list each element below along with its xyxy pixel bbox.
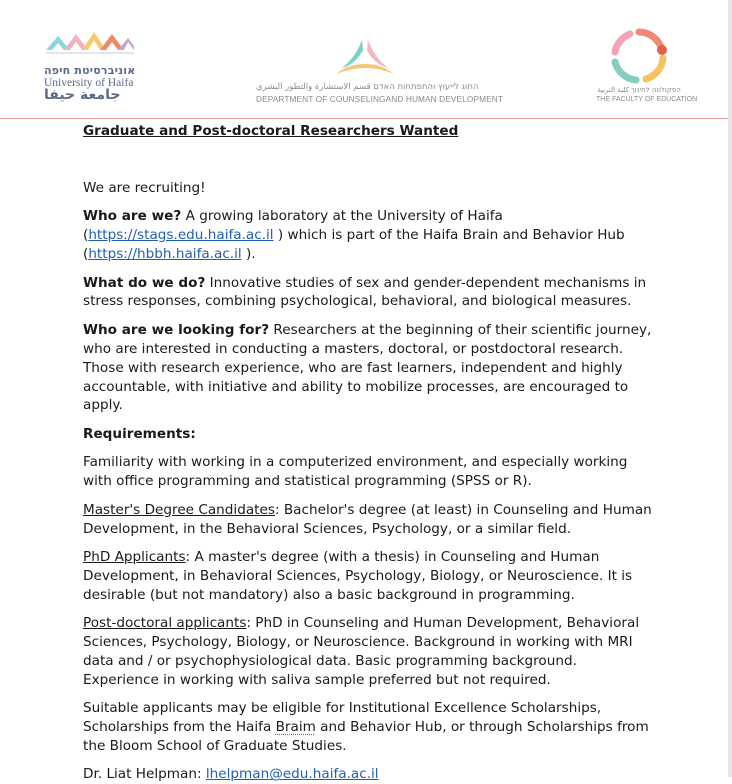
faculty-name-english: THE FACULTY OF EDUCATION (596, 96, 698, 103)
postdoc-label: Post-doctoral applicants (83, 615, 247, 632)
looking-for-paragraph: Who are we looking for? Researchers at the beginning of their scientific journey, who are interested in conducting a masters, doctoral, or postdoctoral research. Those with research experience, who are fast learners, independent and highly accountable, with initiative and ability to mobilize processes, are encouraged to apply. (83, 321, 652, 414)
masters-paragraph: Master's Degree Candidates: Bachelor's degree (at least) in Counseling and Human Development, in the Behavioral Sciences, Psychology, or a similar field. (83, 501, 652, 537)
stags-link[interactable]: https://stags.edu.haifa.ac.il (88, 227, 274, 244)
spellcheck-flagged-word[interactable]: Braim (275, 719, 316, 736)
who-are-we-paragraph: Who are we? A growing laboratory at the University of Haifa (https://stags.edu.haifa.ac.il ) which is part of the Haifa Brain and Behavior Hub (https://hbbh.haifa.ac.il ). (83, 208, 625, 263)
haifa-logo-hebrew: אוניברסיטת חיפה (44, 64, 136, 77)
requirements-heading: Requirements: (83, 425, 196, 442)
department-logo-mark (332, 38, 398, 76)
letterhead (0, 0, 728, 120)
contact-line (83, 765, 653, 784)
who-are-we-label: Who are we? (83, 208, 182, 225)
hbbh-link[interactable]: https://hbbh.haifa.ac.il (88, 246, 242, 263)
university-of-haifa-logo (44, 28, 138, 108)
scholarships-paragraph: Suitable applicants may be eligible for Institutional Excellence Scholarships, Scholarships from the Haifa Braim and Behavior Hub, or through Scholarships from the Bloom School of Graduate Studies. (83, 700, 649, 755)
familiarity-paragraph: Familiarity with working in a computerized environment, and especially working with office programming and statistical programming (SPSS or R). (83, 454, 628, 490)
department-name-hebrew-arabic: החוג לייעוץ והתפתחות האדם قسم الاستشارة والتطور البشري (256, 82, 479, 92)
contact-name: Dr. Liat Helpman: (83, 766, 206, 783)
department-name-english: DEPARTMENT OF COUNSELINGAND HUMAN DEVELOPMENT (256, 94, 503, 104)
phd-label: PhD Applicants (83, 548, 186, 565)
what-do-we-do-paragraph: What do we do? Innovative studies of sex and gender-dependent mechanisms in stress responses, combining psychological, behavioral, and biological measures. (83, 274, 647, 310)
masters-label: Master's Degree Candidates (83, 501, 275, 518)
haifa-logo-english: University of Haifa (44, 77, 134, 89)
faculty-name-hebrew-arabic: הפקולטה לחינוך كلية التربية (597, 86, 681, 94)
contact-email-link[interactable]: lhelpman@edu.haifa.ac.il (205, 766, 379, 783)
department-logo (256, 38, 503, 110)
haifa-logo-arabic: جامعة حيفا (44, 87, 121, 103)
document-title: Graduate and Post-doctoral Researchers Wanted (83, 123, 459, 139)
what-do-we-do-label: What do we do? (83, 274, 206, 291)
postdoc-paragraph: Post-doctoral applicants: PhD in Counseling and Human Development, Behavioral Sciences, Psychology, Biology, or Neuroscience. Background in working with MRI data and / or psychophysiological data. Basic programming background. Experience in working with saliva sample preferred but not required. (83, 615, 640, 688)
phd-paragraph: PhD Applicants: A master's degree (with a thesis) in Counseling and Human Development, in Behavioral Sciences, Psychology, Biology, or Neuroscience. It is desirable (but not mandatory) also a basic background in programming. (83, 548, 633, 603)
faculty-of-education-logo (596, 28, 698, 108)
haifa-logo-mark (44, 28, 136, 62)
document-body (83, 120, 653, 784)
faculty-logo-mark (610, 28, 668, 84)
recruiting-line: We are recruiting! (83, 179, 206, 196)
header-divider (0, 118, 728, 119)
page-edge (728, 0, 732, 777)
looking-for-label: Who are we looking for? (83, 321, 270, 338)
